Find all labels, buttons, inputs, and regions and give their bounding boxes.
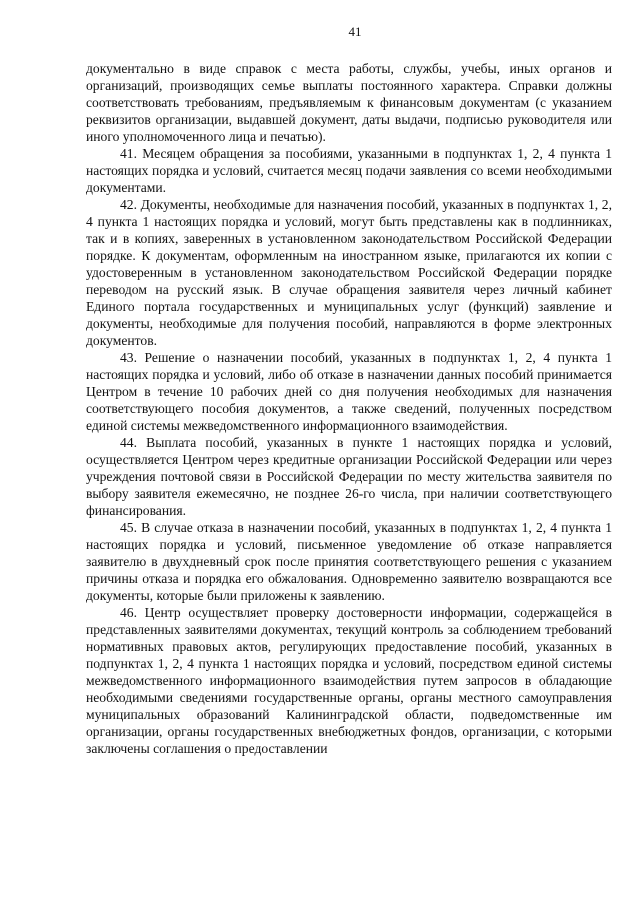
paragraph-43: 43. Решение о назначении пособий, указанных в подпунктах 1, 2, 4 пункта 1 настоящих порядка и условий, либо об отказе в назначении данных пособий принимается Центром в течение 10 рабочих дней со дня получения необходимых для назначения соответствующего пособия документов, а также сведений, полученных посредством единой системы межведомственного информационного взаимодействия. (86, 350, 612, 433)
paragraph-45: 45. В случае отказа в назначении пособий, указанных в подпунктах 1, 2, 4 пункта 1 настоящих порядка и условий, письменное уведомление об отказе направляется заявителю в двухдневный срок после принятия соответствующего решения с указанием причины отказа и порядка его обжалования. Одновременно заявителю возвращаются все документы, которые были приложены к заявлению. (86, 520, 612, 603)
document-body (86, 60, 612, 757)
paragraph-44: 44. Выплата пособий, указанных в пункте 1 настоящих порядка и условий, осуществляется Центром через кредитные организации Российской Федерации или через учреждения почтовой связи в Российской Федерации по месту жительства заявителя по выбору заявителя ежемесячно, не позднее 26-го числа, при наличии соответствующего финансирования. (86, 435, 612, 518)
paragraph-41: 41. Месяцем обращения за пособиями, указанными в подпунктах 1, 2, 4 пункта 1 настоящих порядка и условий, считается месяц подачи заявления со всеми необходимыми документами. (86, 146, 612, 195)
paragraph-continuation: документально в виде справок с места работы, службы, учебы, иных органов и организаций, производящих семье выплаты постоянного характера. Справки должны соответствовать требованиям, предъявляемым к финансовым документам (с указанием реквизитов организации, выдавшей документ, даты выдачи, подписью руководителя или иного уполномоченного лица и печатью). (86, 61, 612, 144)
page-number: 41 (348, 24, 362, 39)
paragraph-46: 46. Центр осуществляет проверку достоверности информации, содержащейся в представленных заявителями документах, текущий контроль за соблюдением требований нормативных правовых актов, регулирующих предоставление пособий, указанных в подпунктах 1, 2, 4 пункта 1 настоящих порядка и условий, посредством единой системы межведомственного информационного взаимодействия путем запросов в обладающие необходимыми сведениями государственные органы, органы местного самоуправления муниципальных образований Калининградской области, подведомственные им организации, органы государственных внебюджетных фондов, организации, с которыми заключены соглашения о предоставлении (86, 605, 612, 756)
paragraph-42: 42. Документы, необходимые для назначения пособий, указанных в подпунктах 1, 2, 4 пункта 1 настоящих порядка и условий, могут быть представлены как в подлинниках, так и в копиях, заверенных в установленном законодательством Российской Федерации порядке. К документам, оформленным на иностранном языке, прилагаются их копии с удостоверенным в установленном законодательством Российской Федерации порядке переводом на русский язык. В случае обращения заявителя через личный кабинет Единого портала государственных и муниципальных услуг (функций) заявление и документы, необходимые для получения пособий, направляются в форме электронных документов. (86, 197, 612, 348)
